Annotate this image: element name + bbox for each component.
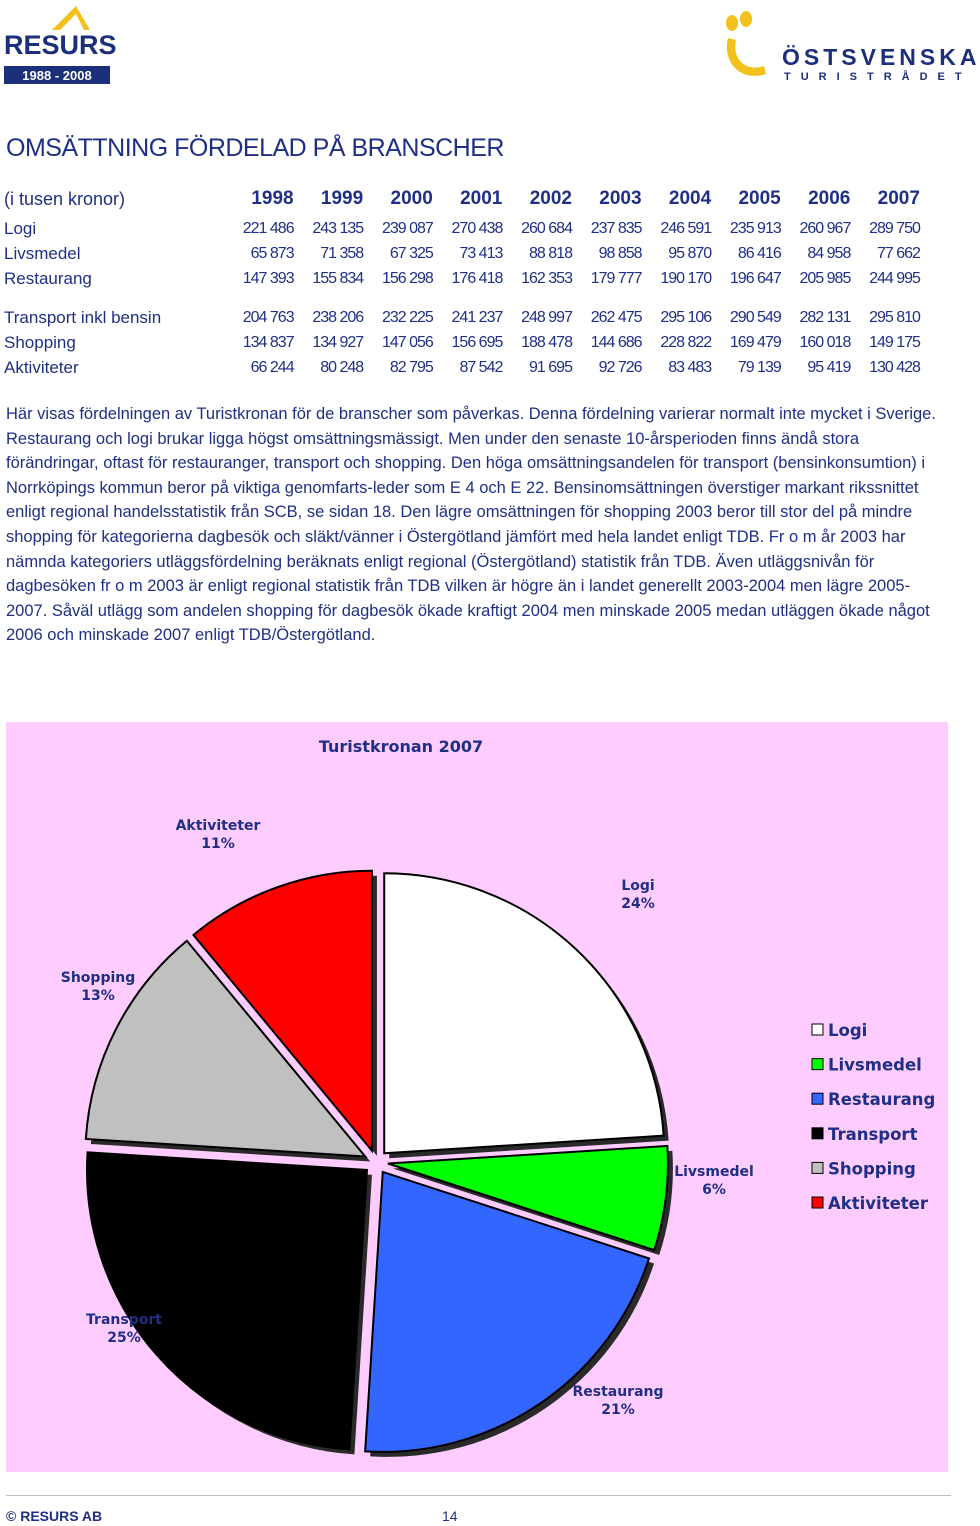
legend-entry: Shopping — [828, 1159, 916, 1179]
resurs-logo — [0, 0, 120, 90]
slice-label: Aktiviteter — [175, 818, 261, 834]
legend-swatch — [812, 1162, 823, 1173]
table-cell: 232 225 — [381, 308, 433, 326]
table-cell: 262 475 — [590, 308, 642, 326]
table-cell: 155 834 — [312, 269, 364, 287]
table-cell: 67 325 — [389, 244, 433, 262]
slice-percent-label: 13% — [81, 988, 115, 1004]
year-header: 2003 — [599, 188, 642, 209]
table-cell: 244 995 — [869, 269, 920, 287]
slice-label: Restaurang — [572, 1384, 664, 1400]
slice-label: Transport — [86, 1312, 162, 1328]
year-header: 2000 — [390, 188, 433, 209]
table-cell: 162 353 — [521, 269, 572, 287]
table-row — [4, 266, 920, 291]
row-label: Livsmedel — [4, 243, 81, 263]
year-header: 2007 — [877, 188, 920, 209]
table-cell: 204 763 — [242, 308, 294, 326]
resurs-logo-graphic — [0, 0, 120, 90]
table-cell: 84 958 — [807, 244, 851, 262]
table-cell: 91 695 — [529, 358, 572, 376]
table-cell: 196 647 — [729, 269, 781, 287]
slice-percent-label: 25% — [107, 1330, 141, 1346]
ostsvenska-logo — [720, 8, 980, 88]
table-cell: 260 967 — [799, 219, 851, 237]
row-label: Restaurang — [4, 268, 92, 288]
table-cell: 260 684 — [521, 219, 572, 237]
table-row — [4, 241, 920, 266]
table-cell: 228 822 — [660, 333, 712, 351]
year-header: 2004 — [668, 188, 712, 209]
table-cell: 239 087 — [381, 219, 433, 237]
pie-slice-transport — [87, 1152, 367, 1449]
slice-label: Livsmedel — [674, 1164, 754, 1180]
table-cell: 79 139 — [737, 358, 781, 376]
pie-chart-panel — [6, 722, 948, 1472]
table-cell: 176 418 — [451, 269, 503, 287]
table-cell: 295 810 — [869, 308, 920, 326]
table-cell: 205 985 — [799, 269, 851, 287]
table-cell: 237 835 — [590, 219, 642, 237]
table-cell: 73 413 — [459, 244, 503, 262]
table-cell: 147 393 — [242, 269, 294, 287]
year-header: 1998 — [251, 188, 294, 209]
table-unit-label: (i tusen kronor) — [4, 188, 126, 209]
table-cell: 270 438 — [451, 219, 503, 237]
table-cell: 66 244 — [250, 358, 294, 376]
table-cell: 179 777 — [590, 269, 642, 287]
table-cell: 95 419 — [807, 358, 851, 376]
row-label: Logi — [4, 218, 37, 238]
table-cell: 221 486 — [242, 219, 294, 237]
table-cell: 246 591 — [660, 219, 712, 237]
table-row — [4, 330, 920, 355]
table-cell: 95 870 — [668, 244, 712, 262]
chart-title: Turistkronan 2007 — [318, 737, 484, 756]
slice-percent-label: 24% — [621, 896, 655, 912]
resurs-logo-text: RESURS — [4, 30, 117, 60]
table-cell: 65 873 — [250, 244, 294, 262]
year-header: 1999 — [320, 188, 364, 209]
table-cell: 169 479 — [729, 333, 781, 351]
year-header: 2001 — [460, 188, 503, 209]
row-label: Shopping — [4, 332, 76, 352]
table-cell: 160 018 — [799, 333, 851, 351]
page-title: OMSÄTTNING FÖRDELAD PÅ BRANSCHER — [6, 134, 504, 162]
resurs-logo-years: 1988 - 2008 — [22, 68, 92, 83]
row-label: Transport inkl bensin — [4, 307, 162, 327]
table-cell: 71 358 — [320, 244, 364, 262]
table-cell: 156 298 — [381, 269, 433, 287]
table-cell: 289 750 — [869, 219, 920, 237]
table-row — [4, 216, 920, 241]
table-cell: 86 416 — [737, 244, 781, 262]
table-header-row — [4, 182, 920, 216]
table-cell: 190 170 — [660, 269, 712, 287]
table-cell: 149 175 — [869, 333, 920, 351]
table-cell: 295 106 — [660, 308, 712, 326]
slice-label: Shopping — [60, 970, 136, 986]
legend-entry: Transport — [828, 1124, 918, 1144]
table-cell: 235 913 — [729, 219, 781, 237]
table-cell: 77 662 — [877, 244, 920, 262]
slice-percent-label: 6% — [702, 1182, 726, 1198]
table-cell: 130 428 — [869, 358, 920, 376]
page-number: 14 — [442, 1508, 458, 1524]
table-cell: 80 248 — [320, 358, 364, 376]
table-cell: 144 686 — [590, 333, 642, 351]
table-cell: 134 837 — [242, 333, 294, 351]
legend-entry: Aktiviteter — [828, 1194, 928, 1213]
table-cell: 87 542 — [459, 358, 503, 376]
sun-icon — [720, 8, 782, 88]
ostsvenska-logo-sub: TURISTRÅDET — [784, 71, 972, 83]
table-cell: 92 726 — [598, 358, 642, 376]
pie-slice-logi — [384, 873, 663, 1153]
year-header: 2005 — [738, 188, 781, 209]
footer-copyright: © RESURS AB — [6, 1508, 103, 1524]
table-cell: 243 135 — [312, 219, 364, 237]
table-cell: 134 927 — [312, 333, 364, 351]
table-cell: 147 056 — [381, 333, 433, 351]
table-gap-row — [4, 291, 920, 305]
footer-divider — [6, 1495, 951, 1496]
pie-chart — [6, 722, 948, 1472]
year-header: 2002 — [529, 188, 572, 209]
slice-percent-label: 21% — [601, 1402, 635, 1418]
table-cell: 282 131 — [799, 308, 851, 326]
table-cell: 88 818 — [529, 244, 572, 262]
legend-swatch — [812, 1128, 823, 1139]
legend-swatch — [812, 1197, 823, 1208]
table-cell: 188 478 — [521, 333, 572, 351]
table-cell: 82 795 — [389, 358, 433, 376]
table-cell: 248 997 — [521, 308, 572, 326]
table-cell: 83 483 — [668, 358, 712, 376]
slice-percent-label: 11% — [201, 836, 235, 852]
table-row — [4, 305, 920, 330]
ostsvenska-logo-name: ÖSTSVENSKA — [782, 44, 980, 70]
body-paragraph: Här visas fördelningen av Turistkronan för de branscher som påverkas. Denna fördelning varierar normalt inte mycket i Sverige. Restaurang och logi brukar ligga högst omsättningsmässigt. Men under den senaste 10-årsperioden finns ändå stora förändringar, oftast för restauranger, transport och shopping. Den höga omsättningsandelen för transport (bensinkonsumtion) i Norrköpings kommun beror på viktiga genomfarts-leder som E 4 och E 22. Bensinomsättningen överstiger markant rikssnittet enligt regional handelsstatistik från SCB, se sidan 18. Den lägre omsättningen för shopping 2003 beror till stor del på mindre shopping för kategorierna dagbesök och släkt/vänner i Östergötland jämfört med hela landet enligt TDB. Fr o m år 2003 har nämnda kategoriers utläggsfördelning beräknats enligt regional (Östergötland) statistik från TDB. Även utläggsnivån för dagbesöken fr o m 2003 är enligt regional statistik från TDB vilken är högre än i landet generellt 2003-2004 men lägre 2005-2007. Såväl utlägg som andelen shopping för dagbesök ökade kraftigt 2004 men minskade 2005 medan utläggen ökade något 2006 och minskade 2007 enligt TDB/Östergötland. — [6, 405, 936, 645]
table-cell: 156 695 — [451, 333, 503, 351]
table-cell: 238 206 — [312, 308, 364, 326]
legend-swatch — [812, 1024, 823, 1035]
turnover-table — [4, 182, 920, 380]
legend-swatch — [812, 1059, 823, 1070]
legend-entry: Livsmedel — [828, 1055, 922, 1075]
legend-swatch — [812, 1093, 823, 1104]
table-row — [4, 355, 920, 380]
table-cell: 290 549 — [729, 308, 781, 326]
table-cell: 98 858 — [598, 244, 642, 262]
year-header: 2006 — [808, 188, 851, 209]
table-cell: 241 237 — [451, 308, 503, 326]
legend-entry: Logi — [828, 1021, 868, 1040]
row-label: Aktiviteter — [4, 357, 79, 377]
legend-entry: Restaurang — [828, 1090, 936, 1110]
slice-label: Logi — [621, 878, 655, 894]
